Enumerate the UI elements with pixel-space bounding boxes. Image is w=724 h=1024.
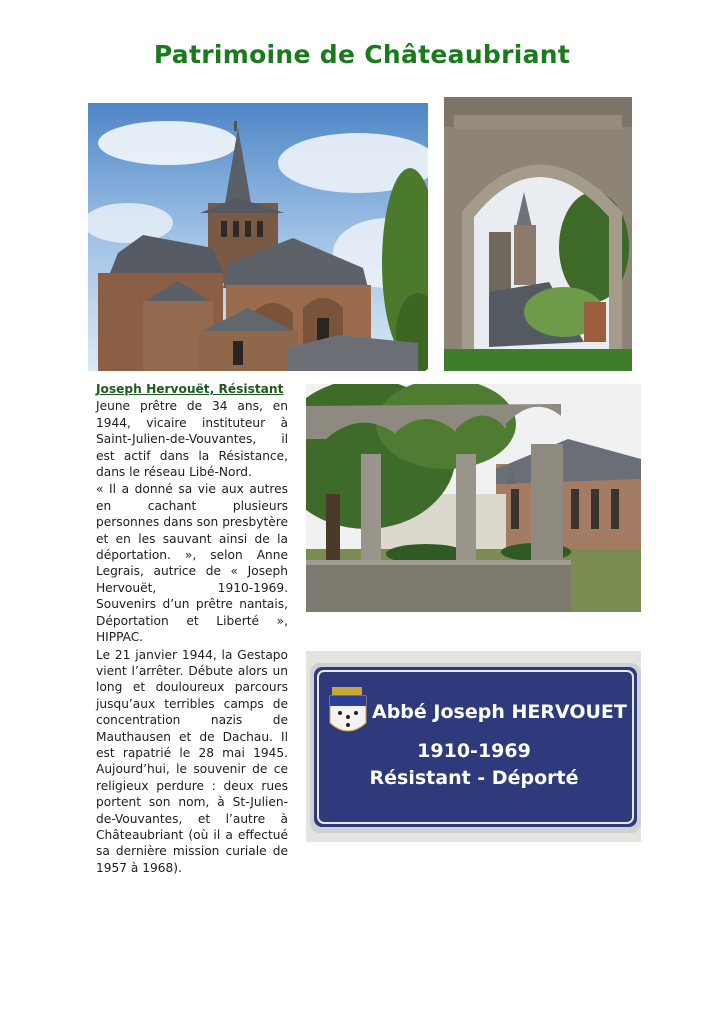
street-sign-photo [306,651,641,842]
article-paragraph: « Il a donné sa vie aux autres en cachant plusieurs personnes dans son presbytère et en les sauvant ainsi de la déportation. », selon Anne Legrais, autrice de « Joseph Hervouët, 1910-1969. Souvenirs d’un prêtre nantais, Déportation et Liberté », HIPPAC. [96,482,288,645]
article-heading: Joseph Hervouët, Résistant [96,382,284,396]
sign-caption: Résistant - Déporté [369,767,579,789]
article [96,381,288,877]
sign-dates: 1910-1969 [417,740,531,762]
church-photo [88,103,428,371]
sign-name: Abbé Joseph HERVOUET [372,701,627,723]
arch-gate-photo [444,97,632,371]
article-paragraph: Le 21 janvier 1944, la Gestapo vient l’arrêter. Débute alors un long et douloureux parcours jusqu’aux terribles camps de concentration nazis de Mauthausen et de Dachau. Il est rapatrié le 28 mai 1945. Aujourd’hui, le souvenir de ce religieux perdure : deux rues portent son nom, à St-Julien-de-Vouvantes, et l’autre à Châteaubriant (où il a effectué sa dernière mission curiale de 1957 à 1968). [96,647,288,875]
cloister-photo [306,384,641,612]
article-paragraph: Jeune prêtre de 34 ans, en 1944, vicaire instituteur à Saint-Julien-de-Vouvantes, il est actif dans la Résistance, dans le réseau Libé-Nord. [96,399,288,480]
page-title: Patrimoine de Châteaubriant [153,40,571,69]
